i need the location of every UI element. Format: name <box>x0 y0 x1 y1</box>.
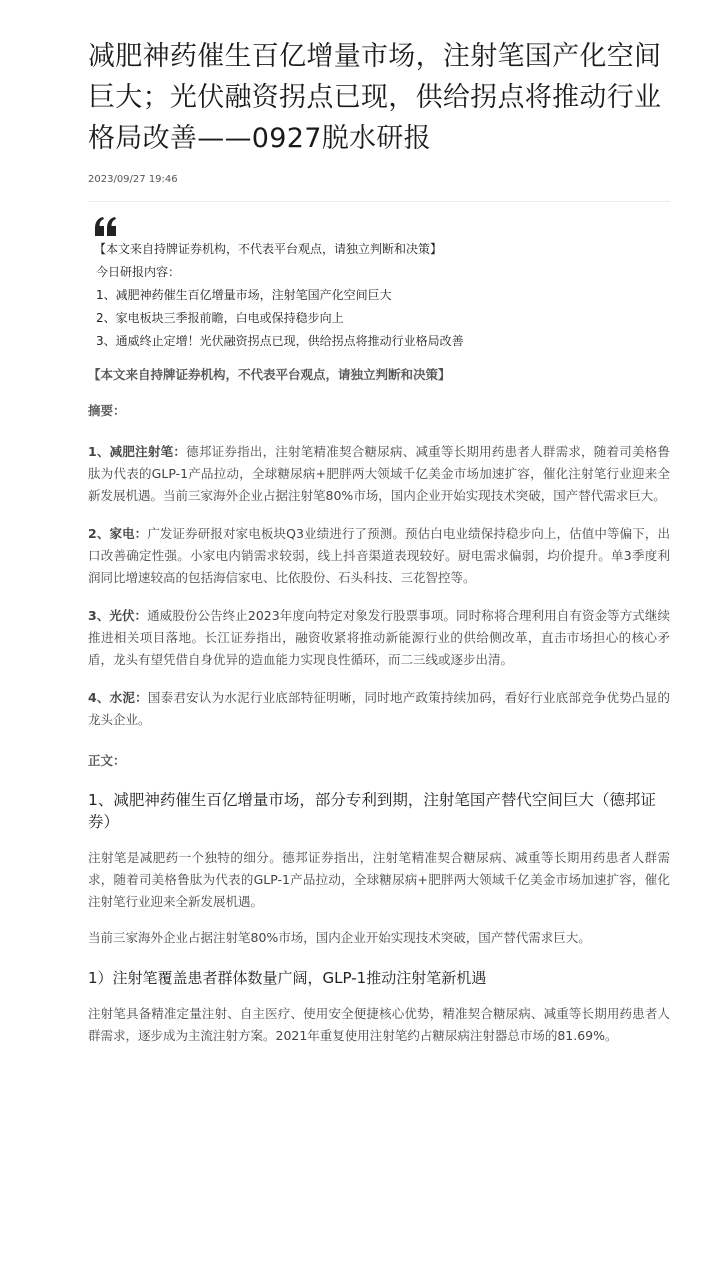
section-heading: 1、减肥神药催生百亿增量市场，部分专利到期，注射笔国产替代空间巨大（德邦证券） <box>88 791 656 831</box>
summary-item-heading: 4、水泥： <box>88 690 148 705</box>
summary-item-text: 广发证券研报对家电板块Q3业绩进行了预测。预估白电业绩保持稳步向上，估值中等偏下，出口改善确定性强。小家电内销需求较弱，线上抖音渠道表现较好。厨电需求偏弱，均价提升。单3季度利润同比增速较高的包括海信家电、比依股份、石头科技、三花智控等。 <box>88 526 670 585</box>
subsection-heading: 1）注射笔覆盖患者群体数量广阔，GLP-1推动注射笔新机遇 <box>88 969 487 987</box>
quote-disclaimer: 【本文来自持牌证券机构，不代表平台观点，请独立判断和决策】 <box>94 242 443 256</box>
quote-intro: 今日研报内容： <box>96 265 181 279</box>
summary-item <box>88 605 670 671</box>
quote-mark-icon <box>94 216 118 238</box>
quote-list-item: 3、通威终止定增！光伏融资拐点已现，供给拐点将推动行业格局改善 <box>96 334 464 348</box>
summary-item <box>88 441 670 507</box>
summary-item-heading: 1、减肥注射笔： <box>88 444 187 459</box>
body-label: 正文： <box>88 753 126 768</box>
summary-item-text: 国泰君安认为水泥行业底部特征明晰，同时地产政策持续加码，看好行业底部竞争优势凸显的龙头企业。 <box>88 690 670 727</box>
summary-item <box>88 523 670 589</box>
article-title: 减肥神药催生百亿增量市场，注射笔国产化空间巨大；光伏融资拐点已现，供给拐点将推动行业格局改善——0927脱水研报 <box>88 41 662 154</box>
quote-list-item: 1、减肥神药催生百亿增量市场，注射笔国产化空间巨大 <box>96 288 392 302</box>
body-paragraph: 当前三家海外企业占据注射笔80%市场，国内企业开始实现技术突破，国产替代需求巨大。 <box>88 930 591 945</box>
disclaimer-repeat: 【本文来自持牌证券机构，不代表平台观点，请独立判断和决策】 <box>88 367 451 382</box>
summary-item-heading: 3、光伏： <box>88 608 148 623</box>
body-paragraph: 注射笔具备精准定量注射、自主医疗、使用安全便捷核心优势，精准契合糖尿病、减重等长期用药患者人群需求，逐步成为主流注射方案。2021年重复使用注射笔约占糖尿病注射器总市场的81.69%。 <box>88 1006 670 1043</box>
summary-item-text: 通威股份公告终止2023年度向特定对象发行股票事项。同时称将合理利用自有资金等方式继续推进相关项目落地。长江证券指出，融资收紧将推动新能源行业的供给侧改革，直击市场担心的核心矛盾，龙头有望凭借自身优异的造血能力实现良性循环，而二三线或逐步出清。 <box>88 608 670 667</box>
quote-list-item: 2、家电板块三季报前瞻，白电或保持稳步向上 <box>96 311 344 325</box>
article-date: 2023/09/27 19:46 <box>88 174 178 185</box>
body-paragraph: 注射笔是减肥药一个独特的细分。德邦证券指出，注射笔精准契合糖尿病、减重等长期用药患者人群需求，随着司美格鲁肽为代表的GLP-1产品拉动，全球糖尿病+肥胖两大领域千亿美金市场加速扩容，催化注射笔行业迎来全新发展机遇。 <box>88 850 670 909</box>
summary-item-text: 德邦证券指出，注射笔精准契合糖尿病、减重等长期用药患者人群需求，随着司美格鲁肽为代表的GLP-1产品拉动，全球糖尿病+肥胖两大领域千亿美金市场加速扩容，催化注射笔行业迎来全新发展机遇。当前三家海外企业占据注射笔80%市场，国内企业开始实现技术突破，国产替代需求巨大。 <box>88 444 670 503</box>
summary-item <box>88 687 670 731</box>
summary-label: 摘要： <box>88 403 126 418</box>
quote-block <box>88 216 670 353</box>
summary-item-heading: 2、家电： <box>88 526 148 541</box>
divider <box>88 201 670 202</box>
